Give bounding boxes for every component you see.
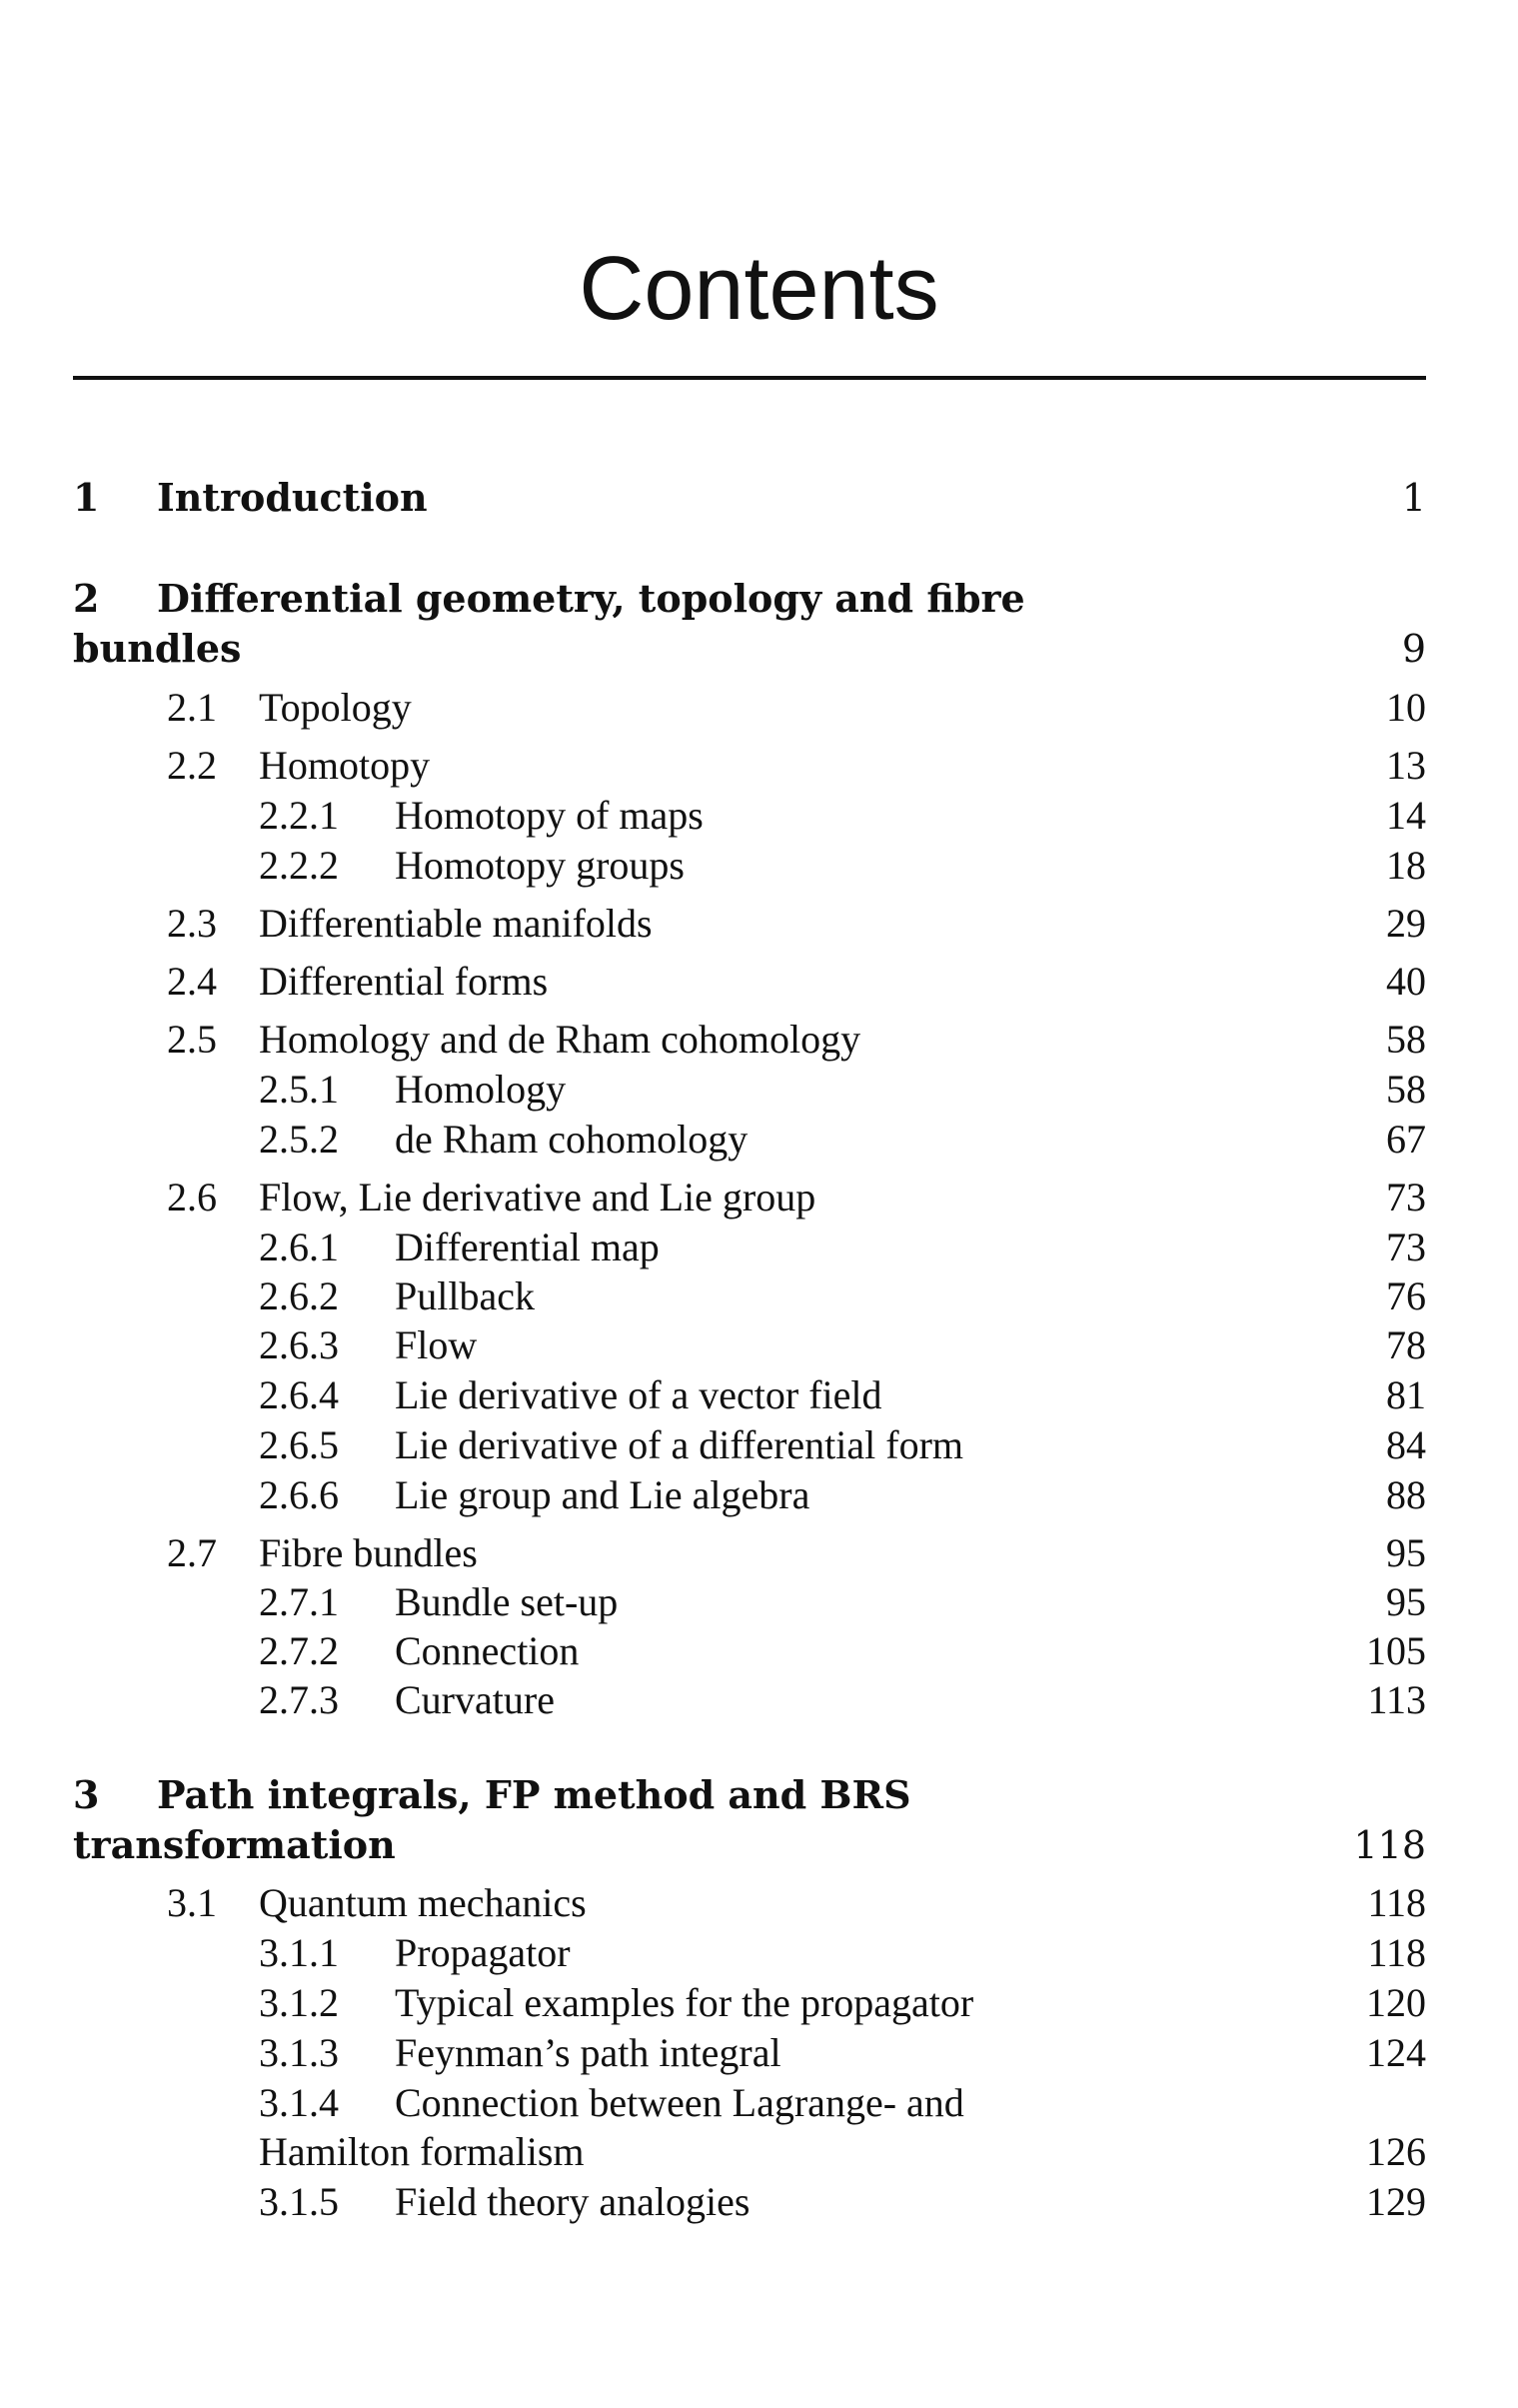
page-number: 95 [1386, 1579, 1426, 1624]
page-number: 95 [1386, 1530, 1426, 1575]
page-number: 84 [1386, 1422, 1426, 1467]
page-number: 40 [1386, 959, 1426, 1004]
subsection-title: Homology [395, 1067, 567, 1112]
page-number: 124 [1366, 2030, 1426, 2075]
subsection-title: Curvature [395, 1677, 555, 1722]
subsection-title: Bundle set-up [395, 1579, 619, 1624]
page-number: 118 [1367, 1880, 1426, 1925]
section-number: 3.1 [167, 1880, 217, 1925]
page-number: 14 [1386, 793, 1426, 838]
subsection-title: Homotopy of maps [395, 793, 704, 838]
page-number: 73 [1386, 1224, 1426, 1269]
section-title: Fibre bundles [259, 1530, 478, 1575]
subsection-number: 2.7.2 [259, 1628, 339, 1673]
chapter-number: 2 [73, 576, 100, 621]
page-number: 118 [1367, 1930, 1426, 1975]
subsection-title: Homotopy groups [395, 843, 685, 888]
subsection-title: Lie derivative of a vector field [395, 1372, 882, 1417]
subsection-title: Propagator [395, 1930, 571, 1975]
chapter-title: Introduction [157, 475, 428, 520]
page-number: 126 [1366, 2129, 1426, 2174]
subsection-number: 3.1.1 [259, 1930, 339, 1975]
chapter-title-cont: transformation [73, 1822, 396, 1867]
section-title: Topology [259, 685, 412, 730]
subsection-title: Lie group and Lie algebra [395, 1472, 810, 1517]
subsection-number: 2.7.3 [259, 1677, 339, 1722]
page-number: 67 [1386, 1117, 1426, 1162]
subsection-number: 2.6.5 [259, 1422, 339, 1467]
section-number: 2.2 [167, 743, 217, 788]
page-number: 1 [1401, 476, 1426, 520]
page-number: 9 [1401, 627, 1426, 671]
section-title: Quantum mechanics [259, 1880, 587, 1925]
page-number: 81 [1386, 1372, 1426, 1417]
section-title: Homology and de Rham cohomology [259, 1017, 861, 1062]
subsection-title: Pullback [395, 1273, 535, 1318]
page-number: 13 [1386, 743, 1426, 788]
subsection-number: 2.6.4 [259, 1372, 339, 1417]
page-number: 73 [1386, 1175, 1426, 1219]
chapter-title-cont: bundles [73, 626, 242, 671]
section-number: 2.4 [167, 959, 217, 1004]
page-number: 88 [1386, 1472, 1426, 1517]
section-title: Differential forms [259, 959, 549, 1004]
page-number: 78 [1386, 1322, 1426, 1367]
subsection-title: Lie derivative of a differential form [395, 1422, 964, 1467]
chapter-number: 1 [73, 475, 100, 520]
page-number: 120 [1366, 1980, 1426, 2025]
subsection-title: de Rham cohomology [395, 1117, 749, 1162]
page-number: 58 [1386, 1017, 1426, 1062]
subsection-title: Flow [395, 1322, 478, 1367]
chapter-title: Path integrals, FP method and BRS [157, 1772, 911, 1817]
page-number: 29 [1386, 901, 1426, 946]
section-number: 2.6 [167, 1175, 217, 1219]
page-number: 58 [1386, 1067, 1426, 1112]
subsection-number: 3.1.3 [259, 2030, 339, 2075]
chapter-title: Differential geometry, topology and fibre [157, 576, 1025, 621]
subsection-number: 2.6.1 [259, 1224, 339, 1269]
subsection-number: 2.6.2 [259, 1273, 339, 1318]
subsection-number: 2.6.3 [259, 1322, 339, 1367]
page-number: 76 [1386, 1273, 1426, 1318]
subsection-number: 3.1.2 [259, 1980, 339, 2025]
subsection-number: 2.7.1 [259, 1579, 339, 1624]
subsection-number: 3.1.4 [259, 2080, 339, 2125]
section-number: 2.7 [167, 1530, 217, 1575]
subsection-title: Field theory analogies [395, 2179, 751, 2224]
page-number: 18 [1386, 843, 1426, 888]
page-number: 10 [1386, 685, 1426, 730]
section-number: 2.1 [167, 685, 217, 730]
page-title: Contents [579, 239, 939, 339]
chapter-number: 3 [73, 1772, 100, 1817]
title-rule [73, 376, 1426, 380]
page-number: 118 [1353, 1823, 1426, 1867]
subsection-number: 2.2.2 [259, 843, 339, 888]
subsection-number: 2.6.6 [259, 1472, 339, 1517]
subsection-title: Typical examples for the propagator [395, 1980, 974, 2025]
subsection-number: 2.2.1 [259, 793, 339, 838]
subsection-title: Connection between Lagrange- and [395, 2080, 964, 2125]
subsection-title: Connection [395, 1628, 580, 1673]
subsection-title-cont: Hamilton formalism [259, 2129, 585, 2174]
subsection-title: Differential map [395, 1224, 660, 1269]
section-number: 2.5 [167, 1017, 217, 1062]
subsection-number: 3.1.5 [259, 2179, 339, 2224]
page-number: 105 [1366, 1628, 1426, 1673]
subsection-number: 2.5.2 [259, 1117, 339, 1162]
section-title: Homotopy [259, 743, 431, 788]
section-number: 2.3 [167, 901, 217, 946]
section-title: Differentiable manifolds [259, 901, 653, 946]
subsection-title: Feynman’s path integral [395, 2030, 781, 2075]
section-title: Flow, Lie derivative and Lie group [259, 1175, 816, 1219]
page-number: 113 [1367, 1677, 1426, 1722]
subsection-number: 2.5.1 [259, 1067, 339, 1112]
page-number: 129 [1366, 2179, 1426, 2224]
